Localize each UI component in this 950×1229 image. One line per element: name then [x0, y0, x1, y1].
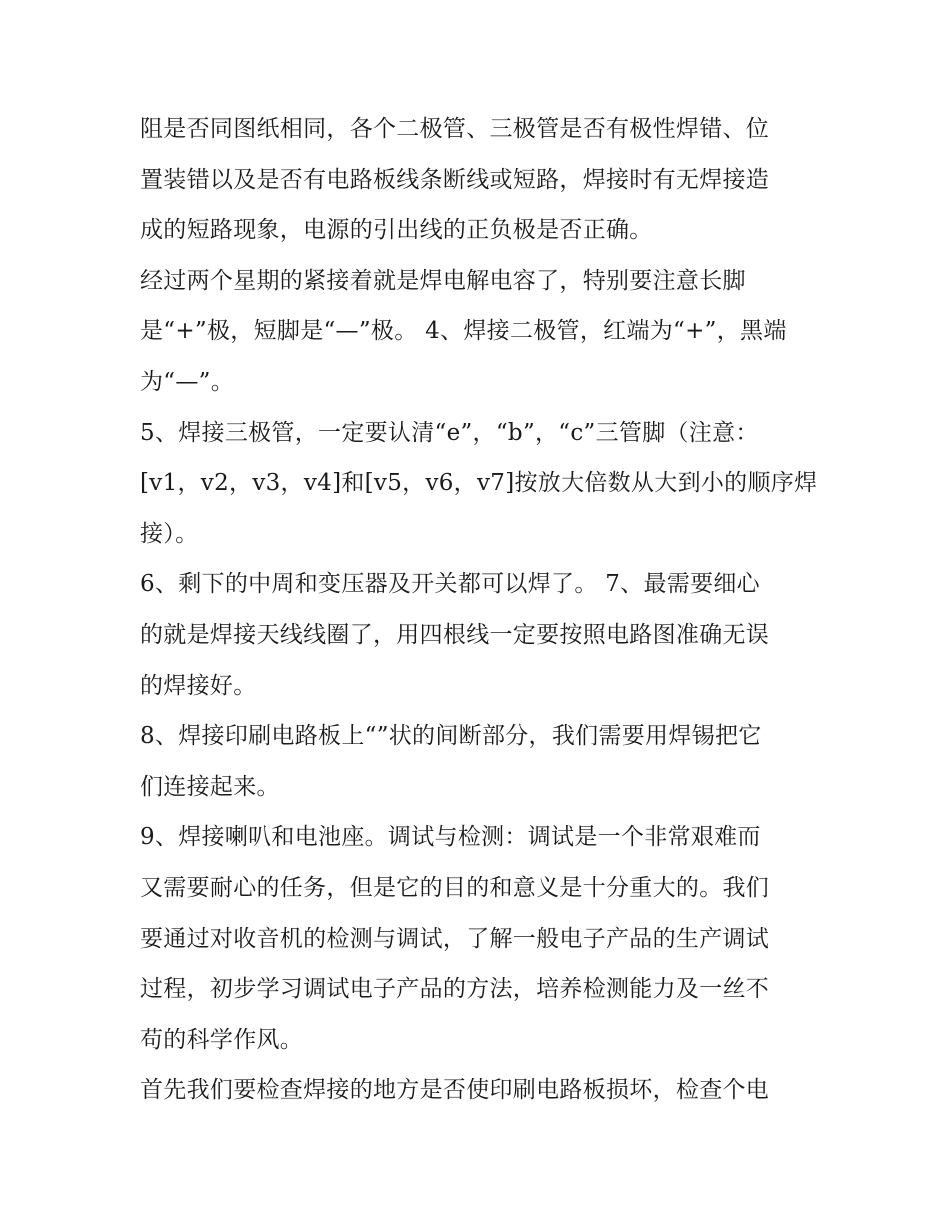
text-line: 经过两个星期的紧接着就是焊电解电容了，特别要注意长脚	[140, 267, 746, 294]
text-line: 过程，初步学习调试电子产品的方法，培养检测能力及一丝不	[140, 976, 770, 1003]
text-line: 是“+”极，短脚是“—”极。 4、焊接二极管，红端为“+”，黑端	[140, 318, 787, 345]
text-line: 5、焊接三极管，一定要认清“e”，“b”，“c”三管脚（注意：	[140, 419, 759, 446]
text-line: 置装错以及是否有电路板线条断线或短路，焊接时有无焊接造	[140, 166, 770, 193]
text-line: 8、焊接印刷电路板上“”状的间断部分，我们需要用焊锡把它	[140, 723, 762, 750]
text-line: 苟的科学作风。	[140, 1026, 304, 1053]
text-line: 的就是焊接天线线圈了，用四根线一定要按照电路图准确无误	[140, 621, 770, 648]
text-line: 成的短路现象，电源的引出线的正负极是否正确。	[140, 217, 653, 244]
text-line: 6、剩下的中周和变压器及开关都可以焊了。 7、最需要细心	[140, 571, 760, 598]
text-line: 阻是否同图纸相同，各个二极管、三极管是否有极性焊错、位	[140, 116, 770, 142]
text-line: 的焊接好。	[140, 672, 257, 699]
text-line: 要通过对收音机的检测与调试，了解一般电子产品的生产调试	[140, 925, 770, 952]
text-line: 接）。	[140, 520, 199, 547]
text-line: 们连接起来。	[140, 773, 280, 800]
text-line: 又需要耐心的任务，但是它的目的和意义是十分重大的。我们	[140, 874, 770, 901]
text-line: [v1，v2，v3，v4]和[v5，v6，v7]按放大倍数从大到小的顺序焊	[140, 470, 818, 497]
document-body	[140, 104, 820, 1116]
text-line: 为“—”。	[140, 368, 235, 395]
text-line: 9、焊接喇叭和电池座。调试与检测：调试是一个非常艰难而	[140, 824, 761, 851]
text-line: 首先我们要检查焊接的地方是否使印刷电路板损坏，检查个电	[140, 1077, 770, 1104]
